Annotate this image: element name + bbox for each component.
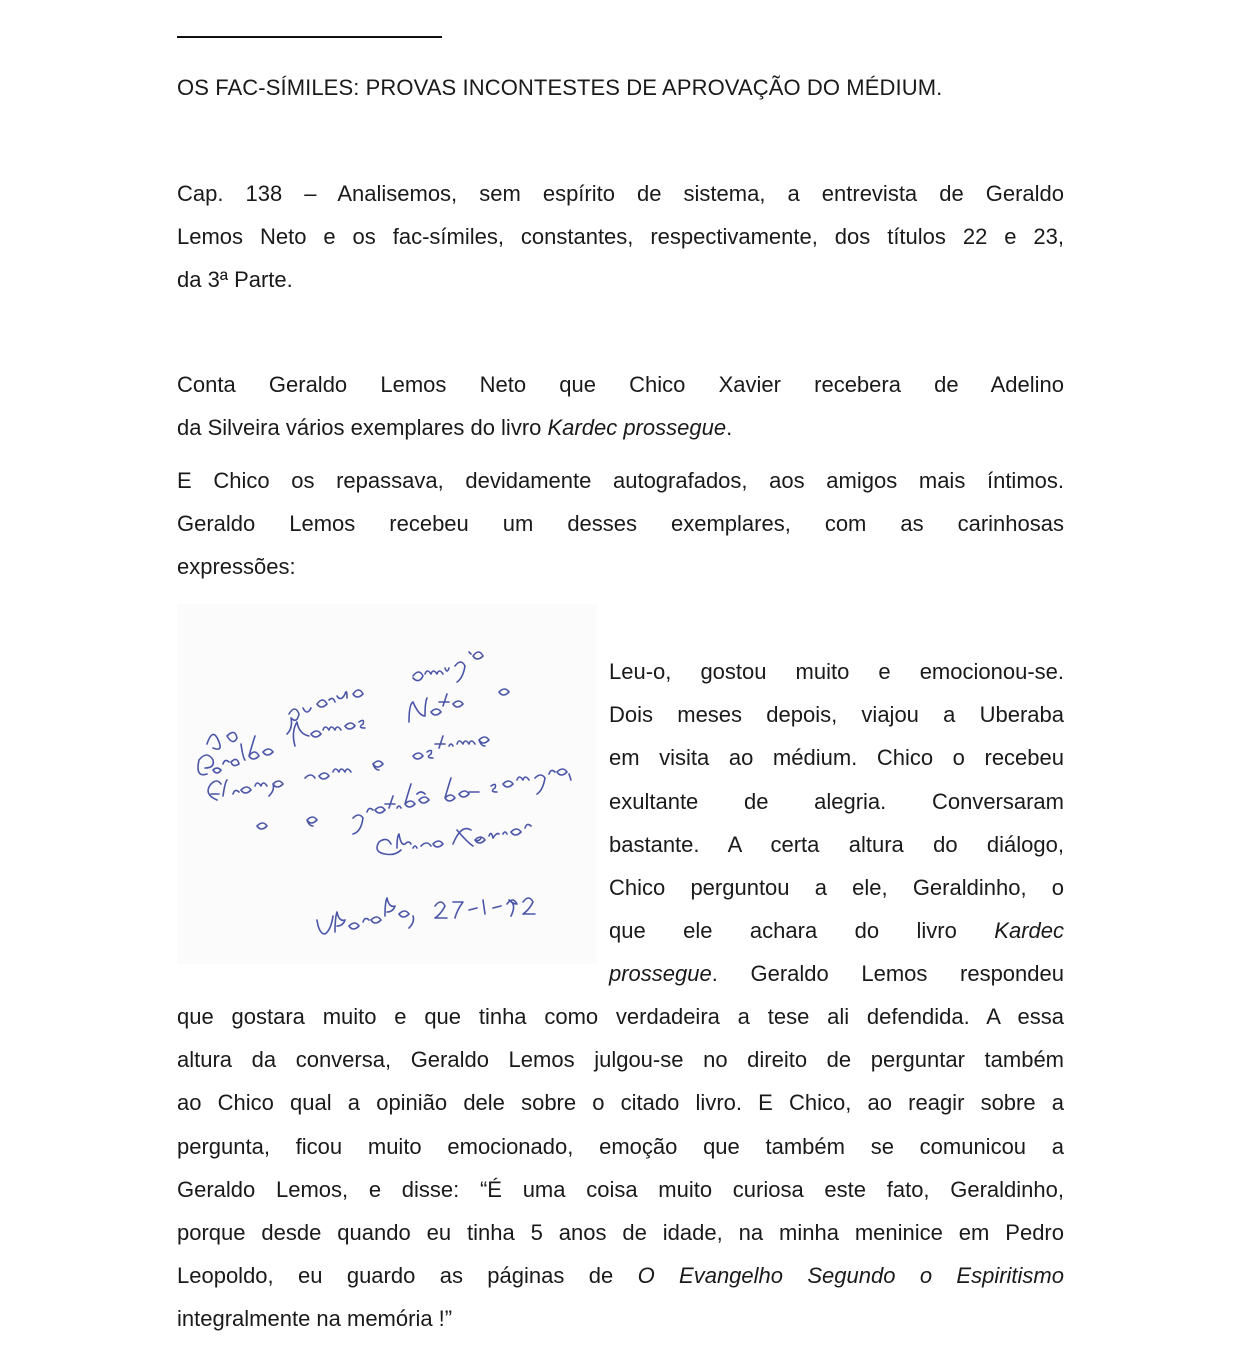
text-line: integralmente na memória !”: [177, 1306, 453, 1332]
text-line: Dois meses depois, viajou a Uberaba: [609, 702, 1064, 728]
text-line: E Chico os repassava, devidamente autografados, aos amigos mais íntimos.: [177, 468, 1064, 493]
text-line: em visita ao médium. Chico o recebeu: [609, 745, 1064, 771]
text-line: expressões:: [177, 554, 296, 580]
text-line: altura da conversa, Geraldo Lemos julgou-se no direito de perguntar também: [177, 1047, 1064, 1073]
text-line: da 3ª Parte.: [177, 267, 293, 293]
text-line: [177, 406, 1064, 449]
text-line: Leu-o, gostou muito e emocionou-se.: [609, 659, 1064, 684]
paragraph-conta: [177, 363, 1064, 449]
paragraph-chapter-138: [177, 172, 1064, 302]
text-span: que ele achara do livro: [609, 918, 995, 944]
paragraph-repassava: [177, 459, 1064, 589]
footnote-rule: [177, 36, 442, 38]
text-line: Geraldo Lemos, e disse: “É uma coisa muito curiosa este fato, Geraldinho,: [177, 1176, 1064, 1202]
book-title: Kardec: [994, 918, 1064, 944]
text-line: [609, 909, 1064, 952]
text-line: ao Chico qual a opinião dele sobre o citado livro. E Chico, ao reagir sobre a: [177, 1090, 1064, 1116]
text-span: .: [726, 415, 733, 441]
text-line: Lemos Neto e os fac-símiles, constantes, respectivamente, dos títulos 22 e 23,: [177, 224, 1064, 250]
text-line: exultante de alegria. Conversaram: [609, 788, 1064, 814]
text-line: Cap. 138 – Analisemos, sem espírito de sistema, a entrevista de Geraldo: [177, 181, 1064, 206]
text-line: Chico perguntou a ele, Geraldinho, o: [609, 875, 1064, 901]
section-heading: OS FAC-SÍMILES: PROVAS INCONTESTES DE APROVAÇÃO DO MÉDIUM.: [177, 75, 943, 100]
text-line: Conta Geraldo Lemos Neto que Chico Xavier recebera de Adelino: [177, 372, 1064, 397]
text-span: . Geraldo Lemos respondeu: [711, 961, 1064, 987]
text-line: porque desde quando eu tinha 5 anos de idade, na minha meninice em Pedro: [177, 1220, 1064, 1246]
book-title: prossegue: [609, 961, 712, 987]
text-line: bastante. A certa altura do diálogo,: [609, 831, 1064, 857]
book-title: O Evangelho Segundo o Espiritismo: [637, 1263, 1064, 1289]
text-line: pergunta, ficou muito emocionado, emoção que também se comunicou a: [177, 1133, 1064, 1159]
text-line: Geraldo Lemos recebeu um desses exemplares, com as carinhosas: [177, 511, 1064, 537]
handwritten-dedication-facsimile: [177, 604, 597, 964]
paragraph-leu-o-side: [609, 650, 1064, 996]
book-title: Kardec prossegue: [547, 415, 727, 441]
text-line: que gostara muito e que tinha como verdadeira a tese ali defendida. A essa: [177, 1004, 1064, 1029]
text-line: [609, 952, 1064, 995]
text-line: [177, 1254, 1064, 1297]
text-span: da Silveira vários exemplares do livro: [177, 415, 548, 441]
text-span: Leopoldo, eu guardo as páginas de: [177, 1263, 638, 1289]
paragraph-leu-o-continuation: [177, 995, 1064, 1341]
